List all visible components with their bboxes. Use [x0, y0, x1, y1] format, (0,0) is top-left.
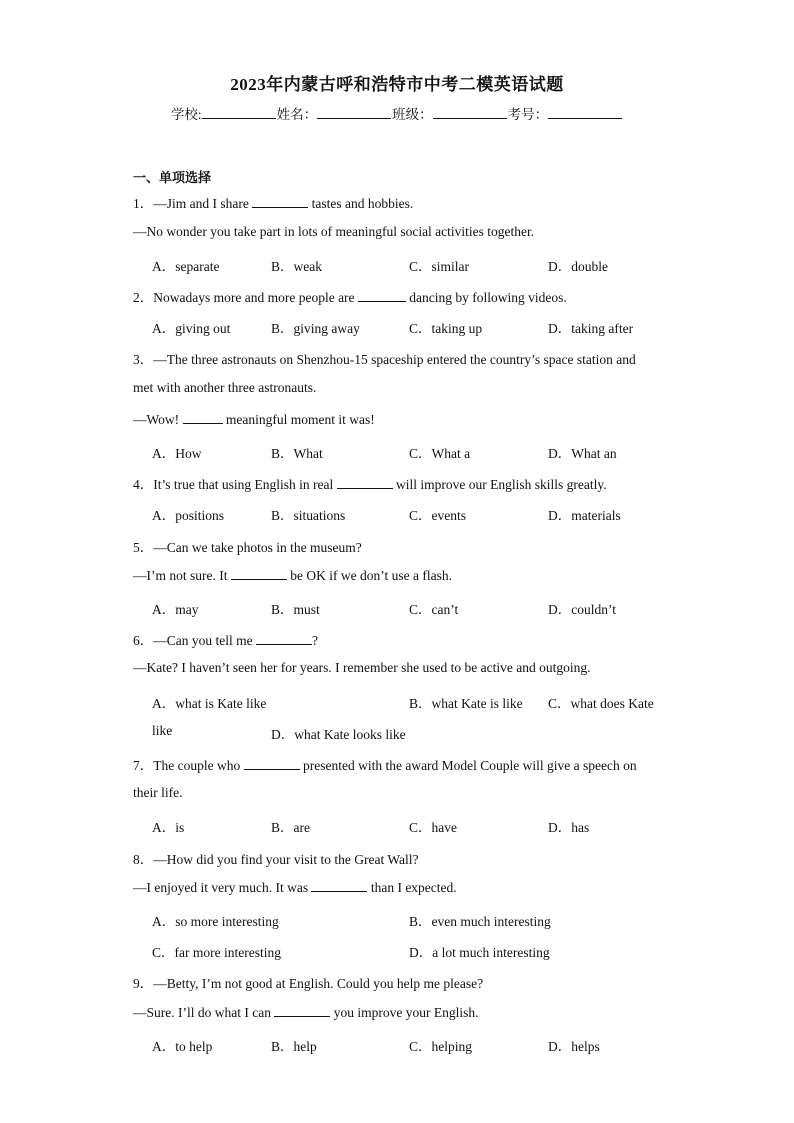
- option-d: D．helps: [548, 1039, 600, 1054]
- question-stem: It’s true that using English in real: [153, 477, 334, 492]
- option-d: D．what Kate looks like: [271, 727, 406, 742]
- question-number: 8．: [133, 852, 154, 867]
- question-number: 9．: [133, 976, 154, 991]
- question-number: 6．: [133, 633, 154, 648]
- option-c: C．far more interesting: [152, 945, 281, 960]
- answer-blank: [337, 476, 393, 489]
- option-c: C．similar: [409, 259, 469, 274]
- question-stem: —Betty, I’m not good at English. Could you help me please?: [153, 976, 484, 991]
- option-b: B．help: [271, 1039, 317, 1054]
- question-7-line-2: their life.: [133, 785, 183, 800]
- question-3: [133, 348, 636, 368]
- option-a: A．positions: [152, 508, 225, 523]
- option-b: B．are: [271, 820, 310, 835]
- question-stem: be OK if we don’t use a flash.: [290, 568, 452, 583]
- option-b: B．must: [271, 602, 320, 617]
- option-d: D．has: [548, 820, 590, 835]
- question-stem: —The three astronauts on Shenzhou-15 spaceship entered the country’s space station and: [153, 352, 636, 367]
- question-number: 4．: [133, 477, 154, 492]
- question-6-line-2: —Kate? I haven’t seen her for years. I remember she used to be active and outgoing.: [133, 660, 591, 675]
- option-c: C．can’t: [409, 602, 459, 617]
- answer-blank: [244, 757, 300, 770]
- option-a: A．so more interesting: [152, 914, 279, 929]
- option-c-continued: like: [152, 723, 173, 738]
- option-a: A．what is Kate like: [152, 696, 267, 711]
- question-stem: will improve our English skills greatly.: [395, 477, 607, 492]
- question-5-line-2: [133, 567, 452, 584]
- name-blank[interactable]: [317, 106, 391, 119]
- option-b: B．even much interesting: [409, 914, 551, 929]
- question-stem: The couple who: [153, 758, 241, 773]
- answer-blank: [358, 289, 406, 302]
- option-b: B．weak: [271, 259, 322, 274]
- answer-blank: [311, 879, 367, 892]
- question-5: [133, 536, 362, 556]
- question-stem: —I enjoyed it very much. It was: [133, 880, 309, 895]
- option-a: A．to help: [152, 1039, 213, 1054]
- question-3-line-3: [133, 411, 375, 428]
- school-label: 学校:: [170, 107, 202, 122]
- question-number: 5．: [133, 540, 154, 555]
- question-number: 7．: [133, 758, 154, 773]
- option-d: D．couldn’t: [548, 602, 616, 617]
- question-3-line-2: met with another three astronauts.: [133, 380, 317, 395]
- option-a: A．How: [152, 446, 202, 461]
- question-stem: —I’m not sure. It: [133, 568, 228, 583]
- class-blank[interactable]: [433, 106, 507, 119]
- page-title: 2023年内蒙古呼和浩特市中考二模英语试题: [230, 75, 564, 94]
- question-stem: ?: [311, 633, 318, 648]
- question-stem: Nowadays more and more people are: [153, 290, 355, 305]
- option-c: C．helping: [409, 1039, 472, 1054]
- question-8-line-2: [133, 879, 457, 896]
- answer-blank: [183, 411, 223, 424]
- question-9-line-2: [133, 1004, 478, 1021]
- option-c: C．have: [409, 820, 457, 835]
- question-1-line-2: —No wonder you take part in lots of meaningful social activities together.: [133, 224, 535, 239]
- option-a: A．is: [152, 820, 185, 835]
- class-label: 班级：: [392, 107, 433, 122]
- option-d: D．What an: [548, 446, 617, 461]
- question-stem: tastes and hobbies.: [311, 196, 414, 211]
- question-7: [133, 754, 637, 774]
- option-d: D．taking after: [548, 321, 634, 336]
- question-4: [133, 473, 607, 493]
- name-label: 姓名：: [276, 107, 318, 122]
- option-b: B．giving away: [271, 321, 360, 336]
- question-number: 1．: [133, 196, 154, 211]
- question-8: [133, 848, 419, 868]
- option-c: C．events: [409, 508, 466, 523]
- question-stem: —Sure. I’ll do what I can: [133, 1005, 271, 1020]
- option-a: A．may: [152, 602, 199, 617]
- question-stem: —Can we take photos in the museum?: [153, 540, 362, 555]
- question-stem: meaningful moment it was!: [225, 412, 375, 427]
- option-b: B．What: [271, 446, 323, 461]
- answer-blank: [252, 195, 308, 208]
- question-stem: —Jim and I share: [153, 196, 249, 211]
- option-c: C．taking up: [409, 321, 483, 336]
- question-stem: —How did you find your visit to the Great Wall?: [153, 852, 419, 867]
- question-stem: —Wow!: [133, 412, 180, 427]
- option-a: A．separate: [152, 259, 220, 274]
- question-stem: presented with the award Model Couple will give a speech on: [302, 758, 637, 773]
- answer-blank: [274, 1004, 330, 1017]
- exam-number-blank[interactable]: [548, 106, 622, 119]
- exam-number-label: 考号：: [507, 107, 549, 122]
- option-d: D．materials: [548, 508, 621, 523]
- question-stem: you improve your English.: [333, 1005, 479, 1020]
- question-stem: dancing by following videos.: [409, 290, 567, 305]
- question-stem: than I expected.: [370, 880, 457, 895]
- question-number: 2．: [133, 290, 154, 305]
- answer-blank: [256, 632, 312, 645]
- question-2: [133, 286, 567, 306]
- question-1: [133, 192, 413, 212]
- answer-blank: [231, 567, 287, 580]
- student-info-line: [0, 103, 794, 123]
- school-blank[interactable]: [202, 106, 276, 119]
- question-6: [133, 629, 318, 649]
- section-heading: 一、单项选择: [133, 170, 212, 185]
- option-d: D．double: [548, 259, 608, 274]
- question-number: 3．: [133, 352, 154, 367]
- question-9: [133, 972, 483, 992]
- option-b: B．what Kate is like: [409, 696, 523, 711]
- option-c: C．what does Kate: [548, 696, 654, 711]
- option-a: A．giving out: [152, 321, 231, 336]
- question-stem: —Can you tell me: [153, 633, 253, 648]
- option-d: D．a lot much interesting: [409, 945, 550, 960]
- option-c: C．What a: [409, 446, 471, 461]
- option-b: B．situations: [271, 508, 346, 523]
